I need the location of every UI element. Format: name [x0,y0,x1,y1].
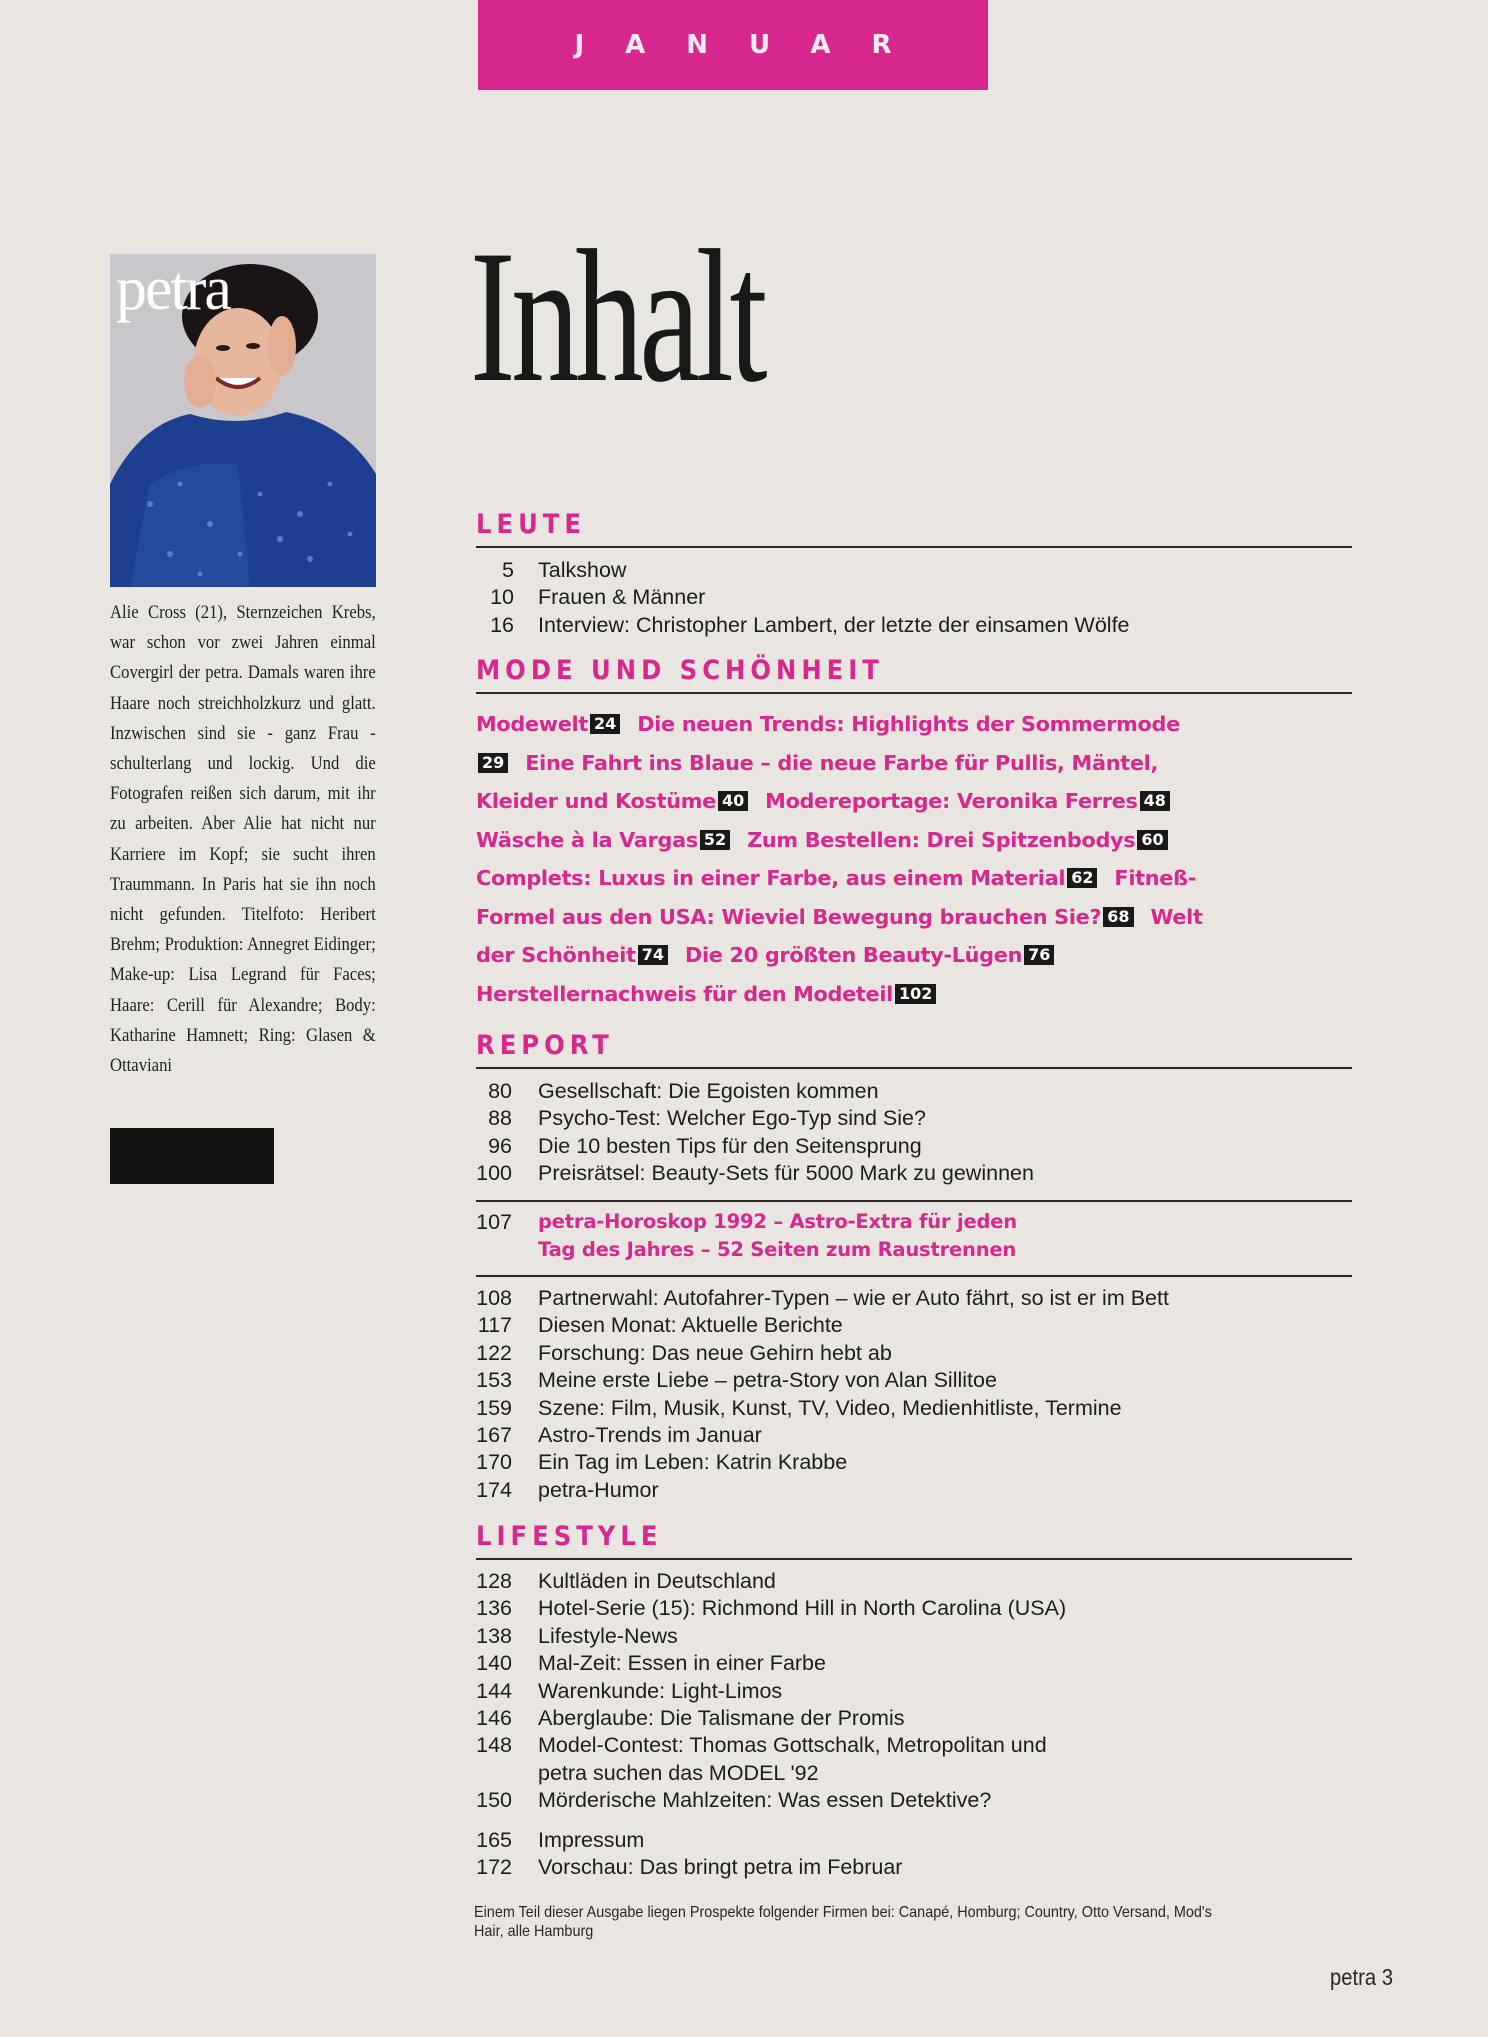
toc-title: Mal-Zeit: Essen in einer Farbe [538,1651,826,1676]
month-banner [478,0,988,90]
mode-entry-title: Herstellernachweis für den Modeteil [476,981,894,1006]
toc-page-number: 128 [476,1569,512,1593]
toc-title: Diesen Monat: Aktuelle Berichte [538,1313,843,1338]
mode-entry-title: Zum Bestellen: Drei Spitzenbodys [747,827,1136,852]
toc-item[interactable] [476,1568,1352,1595]
toc-page-number: 107 [476,1210,512,1234]
mode-entry[interactable] [476,982,946,1006]
mode-entry-page: 24 [590,714,620,734]
toc-title: Warenkunde: Light-Limos [538,1678,783,1703]
mode-entry-page: 68 [1103,907,1133,927]
toc-item[interactable] [476,1827,1352,1854]
toc-item[interactable] [476,1133,1352,1160]
toc-item[interactable] [476,1854,1352,1881]
divider [476,1275,1352,1277]
mode-entry-title: Modereportage: Veronika Ferres [765,789,1138,813]
divider [476,1200,1352,1202]
toc-page-number: 80 [488,1079,512,1103]
report-list [476,1078,1352,1188]
mode-entry-page: 60 [1137,830,1167,850]
toc-page-number: 172 [476,1855,512,1880]
toc-item[interactable] [476,1422,1352,1449]
mode-entry-title: Complets: Luxus in einer Farbe, aus einem Material [476,866,1066,890]
toc-title: Lifestyle-News [538,1623,678,1648]
mode-entry[interactable] [476,866,1114,890]
toc-item[interactable] [476,612,1352,639]
toc-page-number: 108 [476,1286,512,1310]
toc-item[interactable] [476,584,1352,611]
mode-entry[interactable] [685,943,1064,967]
toc-item[interactable] [476,1395,1352,1422]
mode-entry[interactable] [765,789,1180,813]
toc-title: Preisrätsel: Beauty-Sets für 5000 Mark zu gewinnen [538,1161,1034,1186]
toc-title: Gesellschaft: Die Egoisten kommen [538,1079,879,1103]
toc-item[interactable] [476,1160,1352,1187]
page-folio: petra 3 [1330,1964,1394,1990]
toc-page-number: 167 [476,1423,512,1448]
lifestyle-list-continued [476,1827,1352,1882]
toc-page-number: 88 [488,1106,512,1131]
toc-item[interactable] [476,1078,1352,1105]
highlight-line-1: petra-Horoskop 1992 – Astro-Extra für jeden [538,1210,1017,1233]
toc-item[interactable] [476,1650,1352,1677]
toc-item[interactable] [476,1595,1352,1622]
toc-page-number: 170 [476,1450,512,1475]
month-label: JANUAR [574,30,933,60]
leute-list [476,557,1352,639]
horoskop-highlight[interactable] [476,1208,1352,1264]
toc-page-number: 146 [476,1706,512,1731]
mode-entry-title: Eine Fahrt ins Blaue – die neue Farbe für Pullis, Mäntel, Kleider und Kostüme [476,750,1159,813]
mode-entry[interactable] [747,828,1178,852]
section-heading-report: REPORT [476,1029,1352,1069]
cover-caption: Alie Cross (21), Sternzeichen Krebs, war schon vor zwei Jahren einmal Covergirl der petra. Damals waren ihre Haare noch streichholzkurz und glatt. Inzwischen sind sie - ganz Frau - schulterlang und lockig. Und die Fotografen reißen sich darum, mit ihr zu arbeiten. Aber Alie hat nicht nur Karriere im Kopf; sie sucht ihren Traummann. In Paris hat sie ihn noch nicht gefunden. Titelfoto: Heribert Brehm; Produktion: Annegret Eidinger; Make-up: Lisa Legrand für Faces; Haare: Cerill für Alexandre; Body: Katharine Hamnett; Ring: Glasen & Ottaviani [110,602,376,1077]
mode-entry-title: Welt der Schönheit [476,904,1203,967]
mode-entry-page: 29 [478,753,508,773]
toc-title: Interview: Christopher Lambert, der letzte der einsamen Wölfe [538,612,1130,637]
toc-page-number: 100 [476,1161,512,1186]
section-heading-leute: LEUTE [476,508,1352,548]
mode-entry-page: 48 [1140,791,1170,811]
toc-item[interactable] [476,1105,1352,1132]
toc-item[interactable] [476,1705,1352,1732]
mode-entry[interactable] [476,828,747,852]
toc-title: Frauen & Männer [538,585,706,610]
toc-title: Kultläden in Deutschland [538,1569,776,1593]
mode-entry-page: 74 [638,945,668,965]
section-heading-mode: MODE UND SCHÖNHEIT [476,654,1352,694]
page-title: Inhalt [470,212,764,422]
mode-entry-title: Modewelt [476,712,588,736]
toc-page-number: 16 [490,612,514,637]
mode-entry-title: Die 20 größten Beauty-Lügen [685,943,1023,967]
toc-title: Meine erste Liebe – petra-Story von Alan Sillitoe [538,1368,997,1393]
toc-item[interactable] [476,1312,1352,1339]
toc-page-number: 150 [476,1788,512,1813]
toc-page-number: 5 [502,558,514,582]
highlight-line-2: Tag des Jahres – 52 Seiten zum Raustrennen [538,1238,1017,1261]
section-heading-lifestyle: LIFESTYLE [476,1520,1352,1560]
toc-item[interactable] [476,1623,1352,1650]
mode-entry[interactable] [476,712,637,736]
cover-image [110,254,376,587]
mode-entry-title: Wäsche à la Vargas [476,827,698,852]
report-list-continued [476,1285,1352,1504]
toc-page-number: 138 [476,1623,512,1648]
toc-title: Psycho-Test: Welcher Ego-Typ sind Sie? [538,1106,926,1131]
toc-page-number: 148 [476,1733,512,1758]
mode-entry-page: 76 [1024,945,1054,965]
toc-item[interactable] [476,1285,1352,1312]
toc-page-number: 159 [476,1395,512,1420]
toc-title: Forschung: Das neue Gehirn hebt ab [538,1340,892,1365]
toc-page-number: 140 [476,1651,512,1676]
mode-entry-title: Fitneß-Formel aus den USA: Wieviel Bewegung brauchen Sie? [476,866,1197,929]
lifestyle-list [476,1568,1352,1815]
toc-title: Szene: Film, Musik, Kunst, TV, Video, Medienhitliste, Termine [538,1395,1122,1420]
toc-item[interactable] [476,1678,1352,1705]
toc-page-number: 174 [476,1477,512,1502]
toc-page-number: 144 [476,1678,512,1703]
toc-item[interactable] [476,1787,1352,1814]
toc-title: Partnerwahl: Autofahrer-Typen – wie er Auto fährt, so ist er im Bett [538,1286,1169,1310]
toc-page-number: 165 [476,1828,512,1852]
toc-title: Talkshow [538,558,627,582]
toc-title: Impressum [538,1828,645,1852]
toc-item[interactable] [476,1477,1352,1504]
mode-entry-page: 102 [895,984,936,1004]
toc-page-number: 122 [476,1340,512,1365]
toc-page-number: 153 [476,1368,512,1393]
toc-title: Die 10 besten Tips für den Seitensprung [538,1133,922,1158]
toc-title: Mörderische Mahlzeiten: Was essen Detektive? [538,1788,992,1813]
toc-page-number: 117 [477,1313,512,1338]
inserts-footnote: Einem Teil dieser Ausgabe liegen Prospekte folgender Firmen bei: Canapé, Homburg; Country, Otto Versand, Mod's Hair, alle Hamburg [474,1904,1212,1940]
toc-page-number: 136 [476,1596,512,1621]
toc-title: Hotel-Serie (15): Richmond Hill in North Carolina (USA) [538,1596,1067,1621]
toc-item[interactable] [476,557,1352,584]
toc-item[interactable] [476,1449,1352,1476]
toc-title: Vorschau: Das bringt petra im Februar [538,1855,903,1880]
toc-item[interactable] [476,1340,1352,1367]
toc-item[interactable] [476,1367,1352,1394]
mode-entry-page: 40 [718,791,748,811]
toc-title: Model-Contest: Thomas Gottschalk, Metropolitan und petra suchen das MODEL '92 [538,1733,1047,1785]
toc-title: Astro-Trends im Januar [538,1423,762,1448]
toc-title: petra-Humor [538,1477,659,1502]
cover-logo: petra [116,255,230,323]
mode-entries [476,705,1216,1013]
toc-page-number: 96 [488,1133,512,1158]
mode-entry-page: 52 [700,830,730,850]
mode-entry-title: Die neuen Trends: Highlights der Sommermode [637,712,1180,736]
toc-item[interactable] [476,1732,1352,1787]
toc-page-number: 10 [490,585,514,610]
black-bar [110,1128,274,1184]
toc-title: Aberglaube: Die Talismane der Promis [538,1706,905,1731]
toc-title: Ein Tag im Leben: Katrin Krabbe [538,1450,848,1475]
mode-entry-page: 62 [1067,868,1097,888]
